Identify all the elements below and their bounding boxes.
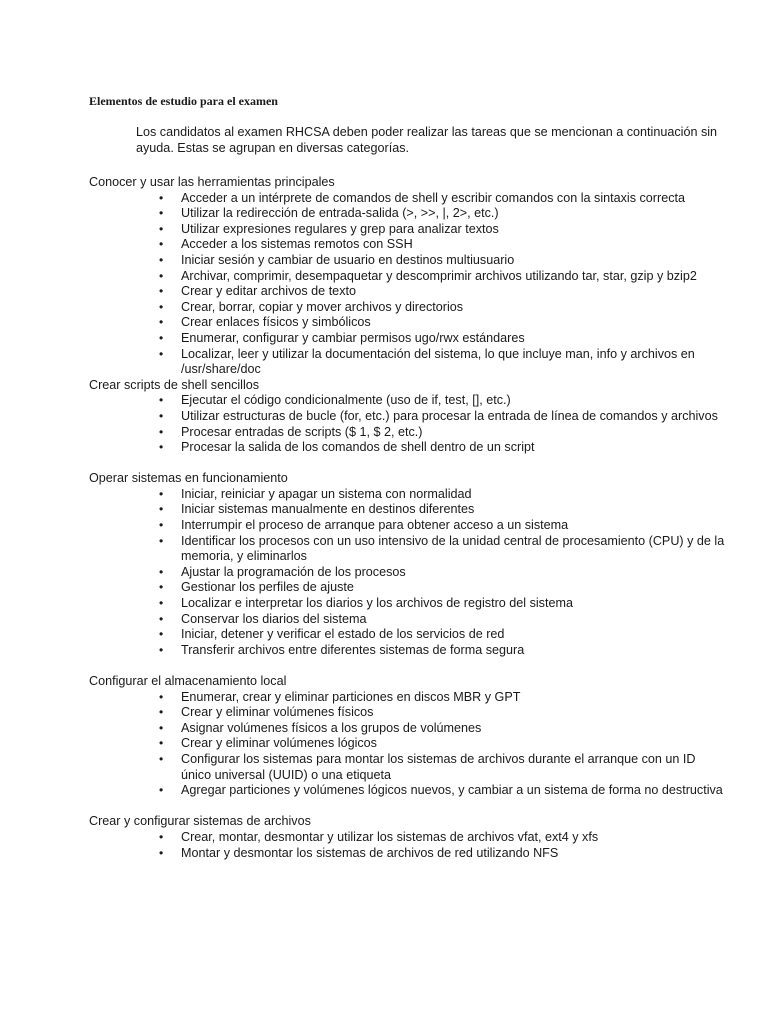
- list-item: • Crear, montar, desmontar y utilizar los sistemas de archivos vfat, ext4 y xfs: [89, 830, 729, 846]
- list-item: • Ajustar la programación de los procesos: [89, 565, 729, 581]
- bullet-list: [89, 830, 729, 861]
- list-item: • Utilizar la redirección de entrada-salida (>, >>, |, 2>, etc.): [89, 206, 729, 222]
- list-item: • Configurar los sistemas para montar los sistemas de archivos durante el arranque con un ID único universal (UUID) o una etiqueta: [89, 752, 729, 783]
- list-item: • Montar y desmontar los sistemas de archivos de red utilizando NFS: [89, 846, 729, 862]
- list-item: • Crear y eliminar volúmenes físicos: [89, 705, 729, 721]
- list-item: • Crear enlaces físicos y simbólicos: [89, 315, 729, 331]
- list-item: • Enumerar, configurar y cambiar permisos ugo/rwx estándares: [89, 331, 729, 347]
- list-item: • Crear, borrar, copiar y mover archivos y directorios: [89, 300, 729, 316]
- list-item: • Enumerar, crear y eliminar particiones en discos MBR y GPT: [89, 690, 729, 706]
- list-item: • Iniciar sesión y cambiar de usuario en destinos multiusuario: [89, 253, 729, 269]
- section: [89, 175, 729, 378]
- list-item: • Interrumpir el proceso de arranque para obtener acceso a un sistema: [89, 518, 729, 534]
- sections-container: [89, 175, 729, 861]
- bullet-list: [89, 487, 729, 659]
- list-item: • Iniciar, detener y verificar el estado de los servicios de red: [89, 627, 729, 643]
- bullet-list: [89, 393, 729, 455]
- list-item: • Iniciar, reiniciar y apagar un sistema con normalidad: [89, 487, 729, 503]
- list-item: • Agregar particiones y volúmenes lógicos nuevos, y cambiar a un sistema de forma no destructiva: [89, 783, 729, 799]
- list-item: • Crear y eliminar volúmenes lógicos: [89, 736, 729, 752]
- list-item: • Acceder a los sistemas remotos con SSH: [89, 237, 729, 253]
- list-item: • Transferir archivos entre diferentes sistemas de forma segura: [89, 643, 729, 659]
- section: [89, 471, 729, 658]
- bullet-list: [89, 690, 729, 799]
- list-item: • Ejecutar el código condicionalmente (uso de if, test, [], etc.): [89, 393, 729, 409]
- list-item: • Utilizar expresiones regulares y grep para analizar textos: [89, 222, 729, 238]
- list-item: • Localizar, leer y utilizar la documentación del sistema, lo que incluye man, info y archivos en /usr/share/doc: [89, 347, 729, 378]
- list-item: • Iniciar sistemas manualmente en destinos diferentes: [89, 502, 729, 518]
- list-item: • Procesar la salida de los comandos de shell dentro de un script: [89, 440, 729, 456]
- section-title: Configurar el almacenamiento local: [89, 674, 287, 688]
- list-item: • Archivar, comprimir, desempaquetar y descomprimir archivos utilizando tar, star, gzip y bzip2: [89, 269, 729, 285]
- list-item: • Conservar los diarios del sistema: [89, 612, 729, 628]
- list-item: • Localizar e interpretar los diarios y los archivos de registro del sistema: [89, 596, 729, 612]
- list-item: • Identificar los procesos con un uso intensivo de la unidad central de procesamiento (CPU) y de la memoria, y eliminarlos: [89, 534, 729, 565]
- bullet-list: [89, 191, 729, 378]
- section-title: Conocer y usar las herramientas principales: [89, 175, 335, 189]
- list-item: • Procesar entradas de scripts ($ 1, $ 2, etc.): [89, 425, 729, 441]
- section: [89, 814, 729, 861]
- list-item: • Acceder a un intérprete de comandos de shell y escribir comandos con la sintaxis correcta: [89, 191, 729, 207]
- list-item: • Crear y editar archivos de texto: [89, 284, 729, 300]
- section-title: Crear scripts de shell sencillos: [89, 377, 260, 392]
- intro-paragraph: Los candidatos al examen RHCSA deben poder realizar las tareas que se mencionan a continuación sin ayuda. Estas se agrupan en diversas categorías.: [136, 125, 718, 155]
- list-item: • Gestionar los perfiles de ajuste: [89, 580, 729, 596]
- list-item: • Utilizar estructuras de bucle (for, etc.) para procesar la entrada de línea de comandos y archivos: [89, 409, 729, 425]
- list-item: • Asignar volúmenes físicos a los grupos de volúmenes: [89, 721, 729, 737]
- section-title: Operar sistemas en funcionamiento: [89, 471, 288, 486]
- section-title: Crear y configurar sistemas de archivos: [89, 814, 311, 829]
- section: [89, 378, 729, 456]
- document-title: Elementos de estudio para el examen: [89, 94, 278, 108]
- section: [89, 674, 729, 799]
